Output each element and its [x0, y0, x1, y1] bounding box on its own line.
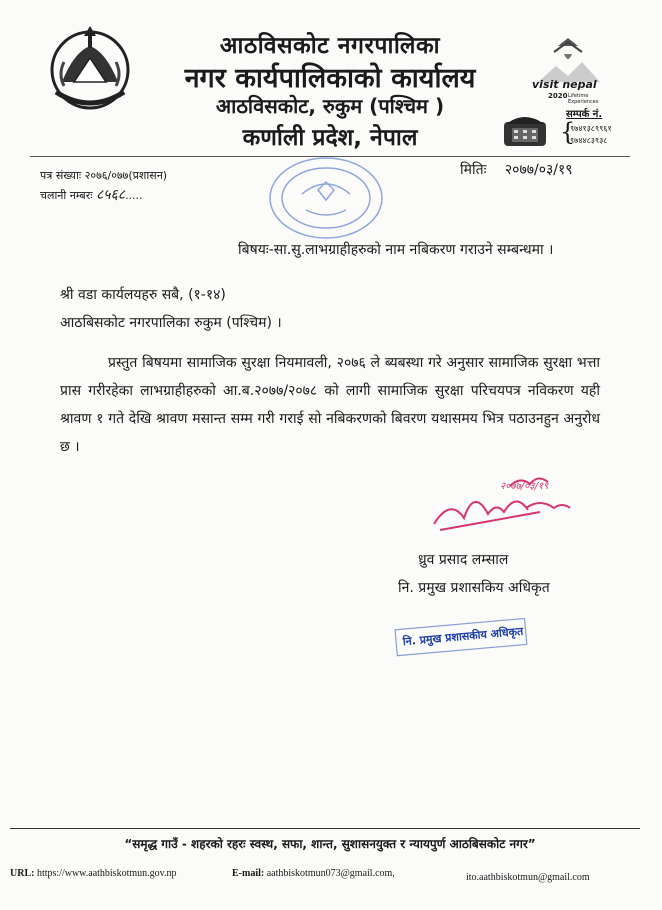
- province-country: कर्णाली प्रदेश, नेपाल: [242, 125, 418, 151]
- footer-email-1: [232, 868, 395, 879]
- letter-body: प्रस्तुत बिषयमा सामाजिक सुरक्षा नियमावली, २०७६ ले ब्यबस्था गरे अनुसार सामाजिक सुरक्षा भत्ता प्रास गरीरहेका लाभग्राहीहरुको आ.ब.२०७७/२०७८ को लागी सामाजिक सुरक्षा परिचयपत्र नविकरण यही श्रावण १ गते देखि श्रावण मसान्त सम्म गरी गराई सो नबिकरणको बिवरण यथासमय भित्र पठाउनहुन अनुरोध छ ।: [60, 355, 600, 455]
- signer-title: नि. प्रमुख प्रशासकिय अधिकृत: [398, 580, 550, 596]
- visit-nepal-year: 2020: [548, 92, 568, 100]
- dispatch-dots: .....: [125, 189, 143, 202]
- url-label: URL:: [10, 868, 35, 879]
- footer-url: [10, 868, 176, 879]
- recipient-line-2: आठबिसकोट नगरपालिका रुकुम (पश्चिम) ।: [60, 315, 282, 331]
- signature-scribble-date: २०७७/०३/१९: [500, 481, 549, 492]
- dispatch-number: [40, 185, 143, 204]
- dispatch-label: चलानी नम्बरः: [40, 189, 93, 202]
- recipient-line-1: श्री वडा कार्यलयहरु सबै, (१-१४): [60, 287, 226, 303]
- municipality-name: आठविसकोट नगरपालिका: [219, 33, 441, 59]
- office-address: आठविसकोट, रुकुम (पश्चिम ): [215, 94, 445, 118]
- telephone-icon: [502, 112, 548, 148]
- footer-email-2[interactable]: ito.aathbiskotmun@gmail.com: [466, 872, 590, 883]
- footer-divider: [10, 828, 640, 829]
- phone-number-2: ९७४४८३९३८: [570, 136, 608, 145]
- visit-nepal-text: visit nepal: [532, 78, 597, 91]
- letter-subject: बिषयः-सा.सु.लाभग्राहीहरुको नाम नबिकरण गराउने सम्बन्धमा ।: [238, 242, 554, 258]
- date-label: मितिः: [460, 162, 487, 178]
- contact-label: सम्पर्क नं.: [566, 109, 603, 120]
- reference-number: [40, 168, 167, 183]
- email-label: E-mail:: [232, 868, 265, 879]
- signer-name: ध्रुव प्रसाद लम्साल: [418, 552, 509, 568]
- ref-value: २०७६/०७७(प्रशासन): [84, 169, 168, 182]
- phone-number-1: ९७४१३८९९६१: [570, 124, 612, 133]
- date-value: २०७७/०३/१९: [504, 162, 573, 178]
- url-value[interactable]: https://www.aathbiskotmun.gov.np: [36, 868, 177, 879]
- office-name: नगर कार्यपालिकाको कार्यालय: [184, 63, 476, 94]
- email-value-1[interactable]: aathbiskotmun073@gmail.com,: [266, 868, 395, 879]
- brace-glyph: {: [560, 118, 576, 146]
- official-title-stamp-text: नि. प्रमुख प्रशासकीय अधिकृत: [402, 624, 524, 649]
- office-seal-stamp-icon: [262, 154, 390, 242]
- visit-nepal-tagline: Lifetime Experiences: [568, 93, 599, 105]
- nepal-emblem-icon: [44, 22, 136, 114]
- dispatch-value: ८५६८: [95, 187, 126, 203]
- footer-slogan: “समृद्ध गाउँ - शहरको रहरः स्वस्थ, सफा, शान्त, सुशासनयुक्त र न्यायपुर्ण आठबिसकोट नगर”: [124, 837, 536, 851]
- visit-nepal-logo-icon: [528, 36, 608, 104]
- letter-date: [460, 160, 573, 179]
- ref-label: पत्र संख्याः: [40, 169, 82, 182]
